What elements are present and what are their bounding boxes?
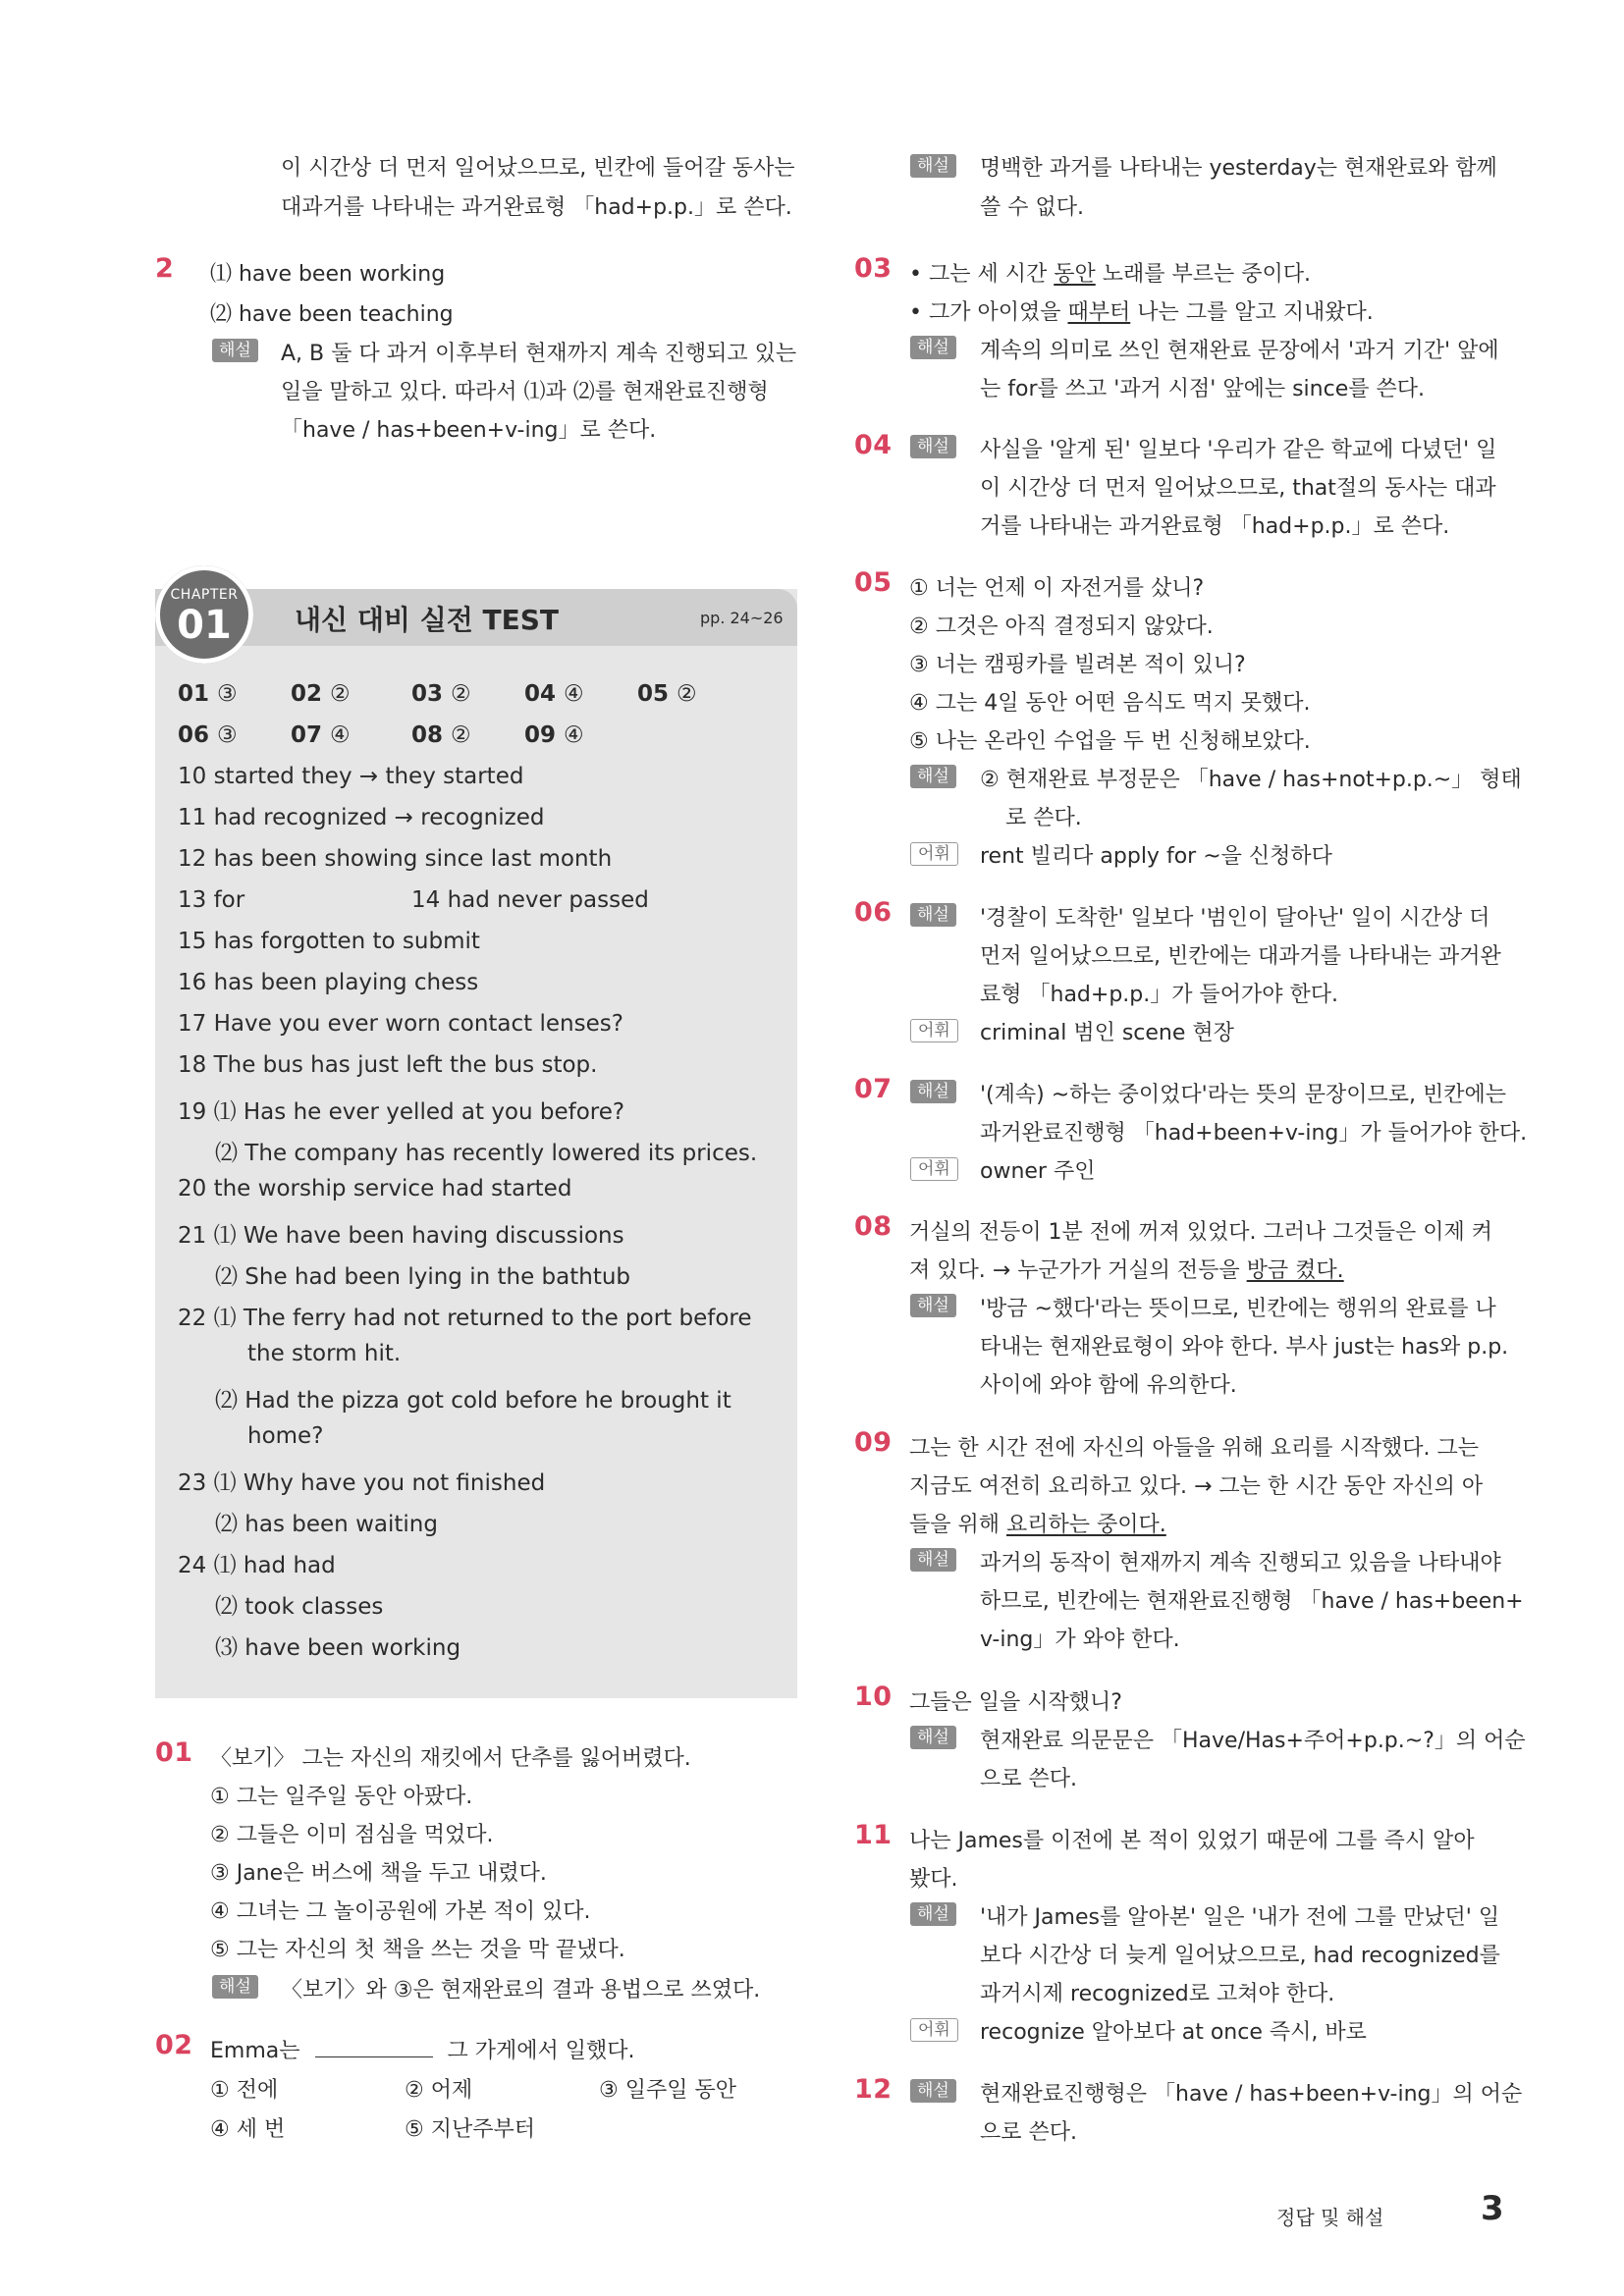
vocab-tag: 어휘 — [910, 1019, 958, 1042]
answer-line: ⑵ has been waiting — [215, 1512, 438, 1537]
explanation-tag: 해설 — [910, 1726, 956, 1749]
answer-line: 15 has forgotten to submit — [178, 929, 480, 954]
chapter-title: 내신 대비 실전 TEST — [295, 604, 560, 636]
underlined-word: 방금 켰다. — [1246, 1258, 1344, 1283]
question-number: 07 — [854, 1074, 893, 1104]
question-line: 거실의 전등이 1분 전에 꺼져 있었다. 그러나 그것들은 이제 켜 — [909, 1220, 1492, 1245]
answer-item: 05 ② — [637, 681, 697, 707]
answer-line: ⑵ Had the pizza got cold before he brought it — [215, 1388, 731, 1414]
explanation-tag: 해설 — [212, 339, 258, 362]
explanation-line: 거를 나타내는 과거완료형 「had+p.p.」로 쓴다. — [980, 514, 1450, 539]
explanation-line: 사이에 와야 함에 유의한다. — [980, 1373, 1237, 1398]
answer-item: 07 ④ — [291, 722, 351, 748]
explanation-line: '내가 James를 알아본' 일은 '내가 전에 그를 만났던' 일 — [980, 1905, 1500, 1930]
answer-line: 13 for — [178, 887, 245, 913]
option-line: ③ 너는 캠핑카를 빌려본 적이 있니? — [909, 653, 1246, 677]
answer-line: ⑵ have been teaching — [210, 302, 454, 327]
underlined-word: 동안 — [1054, 262, 1096, 287]
answer-line: 19 ⑴ Has he ever yelled at you before? — [178, 1099, 625, 1125]
vocab-tag: 어휘 — [910, 842, 958, 866]
answer-line: 18 The bus has just left the bus stop. — [178, 1052, 598, 1078]
question-number: 12 — [854, 2074, 893, 2105]
explanation-tag: 해설 — [910, 1080, 956, 1103]
explanation-line: 으로 쓴다. — [980, 1767, 1077, 1791]
answer-line: ⑵ The company has recently lowered its prices. — [215, 1141, 758, 1166]
answer-line: ⑴ have been working — [210, 262, 446, 287]
chapter-number: 01 — [177, 603, 232, 648]
explanation-line: 료형 「had+p.p.」가 들어가야 한다. — [980, 983, 1338, 1007]
explanation-line: 현재완료진행형은 「have / has+been+v-ing」의 어순 — [980, 2082, 1523, 2107]
question-number: 09 — [854, 1427, 893, 1458]
answer-item: 08 ② — [411, 722, 471, 748]
question-number: 08 — [854, 1211, 893, 1242]
explanation-line: v-ing」가 와야 한다. — [980, 1628, 1180, 1652]
option-line: ⑤ 지난주부터 — [405, 2117, 535, 2142]
vocab-line: rent 빌리다 apply for ~을 신청하다 — [980, 844, 1332, 869]
explanation-line: 으로 쓴다. — [980, 2120, 1077, 2145]
blank-line — [315, 2039, 433, 2057]
answer-line: home? — [247, 1423, 324, 1449]
question-number: 03 — [854, 253, 893, 284]
page-number: 3 — [1481, 2189, 1504, 2228]
vocab-tag: 어휘 — [910, 2018, 958, 2042]
explanation-line: A, B 둘 다 과거 이후부터 현재까지 계속 진행되고 있는 — [281, 342, 797, 366]
underlined-word: 요리하는 중이다. — [1006, 1513, 1166, 1537]
left-top-line-1: 이 시간상 더 먼저 일어났으므로, 빈칸에 들어갈 동사는 — [281, 156, 795, 181]
answer-line: 22 ⑴ The ferry had not returned to the port before — [178, 1306, 752, 1331]
answer-item: 09 ④ — [524, 722, 584, 748]
option-line: ① 전에 — [210, 2078, 279, 2103]
explanation-line: 타내는 현재완료형이 와야 한다. 부사 just는 has와 p.p. — [980, 1335, 1509, 1360]
explanation-tag: 해설 — [910, 903, 956, 927]
footer-label: 정답 및 해설 — [1276, 2206, 1384, 2229]
stem-part: 그 가게에서 일했다. — [447, 2039, 635, 2063]
vocab-line: owner 주인 — [980, 1159, 1096, 1184]
chapter-pages: pp. 24~26 — [700, 609, 784, 627]
explanation-line: 과거의 동작이 현재까지 계속 진행되고 있음을 나타내야 — [980, 1551, 1501, 1575]
question-line: 그들은 일을 시작했니? — [909, 1690, 1122, 1715]
option-line: ④ 그는 4일 동안 어떤 음식도 먹지 못했다. — [909, 691, 1311, 716]
explanation-tag: 해설 — [910, 1548, 956, 1572]
option-line: ③ Jane은 버스에 책을 두고 내렸다. — [210, 1861, 547, 1886]
question-number: 2 — [155, 253, 175, 284]
answer-line: ⑶ have been working — [215, 1635, 461, 1661]
explanation-line: 이 시간상 더 먼저 일어났으므로, that절의 동사는 대과 — [980, 476, 1496, 501]
explanation-line: '(계속) ~하는 중이었다'라는 뜻의 문장이므로, 빈칸에는 — [980, 1083, 1506, 1107]
answer-line: 23 ⑴ Why have you not finished — [178, 1470, 546, 1496]
explanation-line: 「have / has+been+v-ing」로 쓴다. — [281, 418, 657, 443]
explanation-tag: 해설 — [910, 1902, 956, 1926]
answer-line: 17 Have you ever worn contact lenses? — [178, 1011, 623, 1037]
explanation-line: 사실을 '알게 된' 일보다 '우리가 같은 학교에 다녔던' 일 — [980, 438, 1497, 462]
explanation-line: '경찰이 도착한' 일보다 '범인이 달아난' 일이 시간상 더 — [980, 906, 1490, 931]
explanation-tag: 해설 — [910, 336, 956, 359]
answer-item: 02 ② — [291, 681, 351, 707]
question-number: 11 — [854, 1820, 893, 1850]
explanation-tag: 해설 — [910, 1294, 956, 1317]
answer-line: 21 ⑴ We have been having discussions — [178, 1223, 624, 1249]
explanation-line: 먼저 일어났으므로, 빈칸에는 대과거를 나타내는 과거완 — [980, 944, 1501, 969]
option-line: ② 그들은 이미 점심을 먹었다. — [210, 1823, 494, 1847]
answer-line: 24 ⑴ had had — [178, 1553, 336, 1578]
option-line: ② 그것은 아직 결정되지 않았다. — [909, 614, 1214, 639]
explanation-line: 쓸 수 없다. — [980, 195, 1084, 220]
explanation-line: ② 현재완료 부정문은 「have / has+not+p.p.~」 형태 — [980, 768, 1522, 792]
explanation-line: 하므로, 빈칸에는 현재완료진행형 「have / has+been+ — [980, 1589, 1524, 1614]
explanation-line: 일을 말하고 있다. 따라서 ⑴과 ⑵를 현재완료진행형 — [281, 380, 769, 404]
explanation-line: 계속의 의미로 쓰인 현재완료 문장에서 '과거 기간' 앞에 — [980, 339, 1499, 363]
answer-line: 10 started they → they started — [178, 764, 524, 789]
option-line: ⑤ 나는 온라인 수업을 두 번 신청해보았다. — [909, 729, 1311, 754]
explanation-line: 현재완료 의문문은 「Have/Has+주어+p.p.~?」의 어순 — [980, 1729, 1526, 1753]
question-number: 02 — [155, 2030, 193, 2060]
explanation-line: 〈보기〉와 ③은 현재완료의 결과 용법으로 쓰였다. — [281, 1978, 761, 2002]
chapter-label: CHAPTER — [170, 587, 239, 603]
question-line: 〈보기〉 그는 자신의 재킷에서 단추를 잃어버렸다. — [210, 1746, 691, 1771]
explanation-line: 로 쓴다. — [1005, 806, 1082, 830]
question-line: 져 있다. → 누군가가 거실의 전등을 방금 켰다. — [909, 1258, 1344, 1283]
question-line: 들을 위해 요리하는 중이다. — [909, 1513, 1166, 1537]
question-line: 나는 James를 이전에 본 적이 있었기 때문에 그를 즉시 알아 — [909, 1829, 1475, 1853]
explanation-tag: 해설 — [910, 765, 956, 788]
answer-line: 11 had recognized → recognized — [178, 805, 545, 830]
vocab-tag: 어휘 — [910, 1157, 958, 1181]
option-line: ④ 세 번 — [210, 2117, 286, 2142]
question-line: 봤다. — [909, 1867, 958, 1892]
answer-line: 20 the worship service had started — [178, 1176, 572, 1201]
explanation-line: 보다 시간상 더 늦게 일어났으므로, had recognized를 — [980, 1944, 1500, 1968]
answer-line: 12 has been showing since last month — [178, 846, 613, 872]
question-line: 지금도 여전히 요리하고 있다. → 그는 한 시간 동안 자신의 아 — [909, 1474, 1484, 1499]
question-line: • 그는 세 시간 동안 노래를 부르는 중이다. — [909, 262, 1311, 287]
answer-line: the storm hit. — [247, 1341, 402, 1366]
option-line: ② 어제 — [405, 2078, 473, 2103]
chapter-badge — [155, 565, 253, 664]
question-number: 01 — [155, 1737, 193, 1768]
question-number: 05 — [854, 567, 893, 598]
explanation-line: '방금 ~했다'라는 뜻이므로, 빈칸에는 행위의 완료를 나 — [980, 1297, 1496, 1321]
answer-item: 03 ② — [411, 681, 471, 707]
answer-line: ⑵ She had been lying in the bathtub — [215, 1264, 631, 1290]
explanation-line: 는 for를 쓰고 '과거 시점' 앞에는 since를 쓴다. — [980, 377, 1425, 401]
explanation-tag: 해설 — [910, 2079, 956, 2103]
explanation-tag: 해설 — [910, 435, 956, 458]
question-stem — [210, 2034, 635, 2064]
answer-line: 14 had never passed — [411, 887, 649, 913]
answer-line: 16 has been playing chess — [178, 970, 479, 995]
explanation-line: 명백한 과거를 나타내는 yesterday는 현재완료와 함께 — [980, 156, 1497, 181]
question-number: 04 — [854, 430, 893, 460]
answer-item: 01 ③ — [178, 681, 238, 707]
explanation-tag: 해설 — [910, 154, 956, 178]
explanation-line: 과거시제 recognized로 고쳐야 한다. — [980, 1982, 1335, 2006]
option-line: ① 너는 언제 이 자전거를 샀니? — [909, 576, 1205, 601]
vocab-line: criminal 범인 scene 현장 — [980, 1021, 1234, 1045]
answer-item: 04 ④ — [524, 681, 584, 707]
option-line: ① 그는 일주일 동안 아팠다. — [210, 1785, 473, 1809]
explanation-line: 과거완료진행형 「had+been+v-ing」가 들어가야 한다. — [980, 1121, 1528, 1146]
option-line: ④ 그녀는 그 놀이공원에 가본 적이 있다. — [210, 1899, 591, 1924]
left-top-line-2: 대과거를 나타내는 과거완료형 「had+p.p.」로 쓴다. — [281, 195, 792, 220]
explanation-tag: 해설 — [212, 1975, 258, 1999]
underlined-word: 때부터 — [1067, 300, 1131, 325]
question-line: • 그가 아이였을 때부터 나는 그를 알고 지내왔다. — [909, 300, 1374, 325]
answer-line: ⑵ took classes — [215, 1594, 384, 1620]
question-number: 06 — [854, 897, 893, 928]
option-line: ⑤ 그는 자신의 첫 책을 쓰는 것을 막 끝냈다. — [210, 1938, 625, 1962]
question-line: 그는 한 시간 전에 자신의 아들을 위해 요리를 시작했다. 그는 — [909, 1436, 1479, 1461]
question-number: 10 — [854, 1682, 893, 1712]
answer-item: 06 ③ — [178, 722, 238, 748]
vocab-line: recognize 알아보다 at once 즉시, 바로 — [980, 2020, 1367, 2045]
stem-part: Emma는 — [210, 2039, 300, 2063]
option-line: ③ 일주일 동안 — [599, 2078, 736, 2103]
